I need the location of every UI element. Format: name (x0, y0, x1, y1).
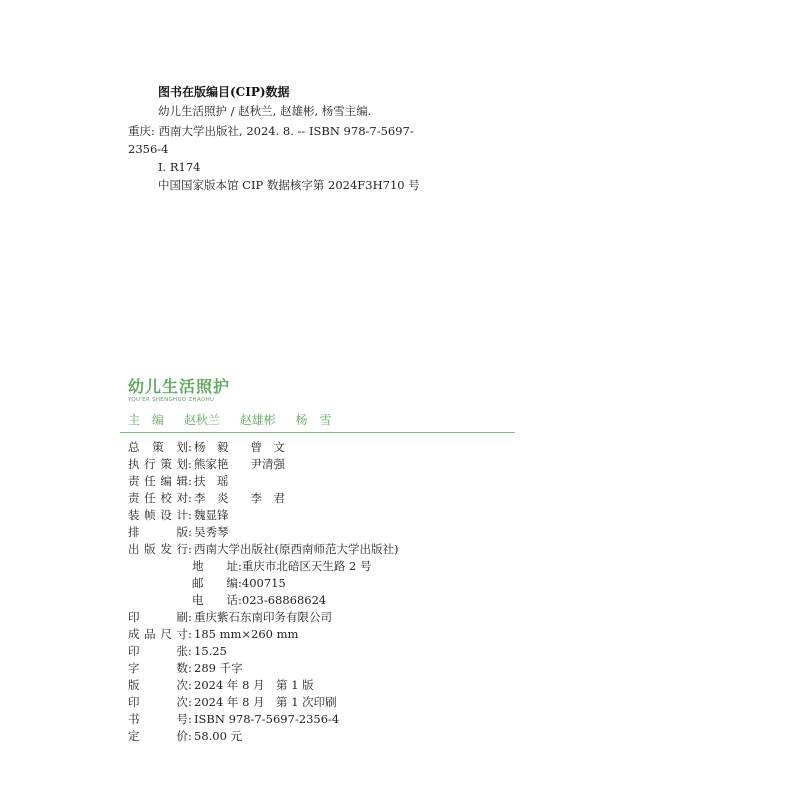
credit-row: 装帧设计: 魏显锋 (128, 508, 229, 522)
sub-value: 023-68868624 (241, 593, 327, 607)
credit-value: 吴秀琴 (194, 525, 229, 539)
cip-line-record-number: 中国国家版本馆 CIP 数据核字第 2024F3H710 号 (158, 178, 420, 192)
spec-value: 重庆紫石东南印务有限公司 (194, 610, 332, 624)
credit-row: 出版发行: 西南大学出版社(原西南师范大学出版社) (128, 542, 399, 556)
book-title-pinyin: YOU'ER SHENGHUO ZHAOHU (128, 397, 215, 403)
cip-line-isbn-cont: 2356-4 (128, 142, 169, 156)
editor-name: 赵秋兰 (183, 413, 220, 427)
credit-row: 责任编辑: 扶 瑶 (128, 474, 229, 488)
spec-row: 印 张: 15.25 (128, 644, 227, 658)
divider-rule (120, 432, 515, 433)
spec-label: 定 价 (128, 729, 188, 743)
editor-name: 杨 雪 (295, 413, 332, 427)
credit-row: 总 策 划: 杨 毅 曾 文 (128, 440, 285, 454)
credit-label: 装帧设计 (128, 508, 188, 522)
credit-value: 曾 文 (250, 440, 285, 454)
spec-row: 定 价: 58.00 元 (128, 729, 243, 743)
spec-row: 印 刷: 重庆紫石东南印务有限公司 (128, 610, 332, 624)
credit-label: 执行策划 (128, 457, 188, 471)
spec-value: 2024 年 8 月 第 1 次印刷 (194, 695, 337, 709)
book-title: 幼儿生活照护 (128, 377, 231, 396)
spec-row: 字 数: 289 千字 (128, 661, 243, 675)
credit-row: 责任校对: 李 炎 李 君 (128, 491, 285, 505)
publisher-address-row: 地 址:重庆市北碚区天生路 2 号 (192, 559, 372, 573)
spec-value: 58.00 元 (194, 729, 243, 743)
cip-heading: 图书在版编目(CIP)数据 (158, 85, 290, 99)
spec-label: 字 数 (128, 661, 188, 675)
spec-value: 15.25 (194, 644, 227, 658)
credit-value: 扶 瑶 (194, 474, 229, 488)
spec-label: 印 刷 (128, 610, 188, 624)
credit-value: 尹清强 (250, 457, 285, 471)
spec-value: 185 mm×260 mm (194, 627, 299, 641)
spec-row: 版 次: 2024 年 8 月 第 1 版 (128, 678, 314, 692)
credit-row: 执行策划: 熊家艳 尹清强 (128, 457, 285, 471)
spec-value: ISBN 978-7-5697-2356-4 (194, 712, 340, 726)
editors-line (128, 411, 348, 428)
spec-row: 书 号: ISBN 978-7-5697-2356-4 (128, 712, 340, 726)
credit-value: 杨 毅 (194, 440, 229, 454)
credit-label: 责任编辑 (128, 474, 188, 488)
credit-value: 魏显锋 (194, 508, 229, 522)
spec-row: 成品尺寸: 185 mm×260 mm (128, 627, 299, 641)
credit-row: 排 版: 吴秀琴 (128, 525, 229, 539)
spec-value: 2024 年 8 月 第 1 版 (194, 678, 314, 692)
spec-label: 版 次 (128, 678, 188, 692)
sub-value: 400715 (241, 576, 286, 590)
sub-label: 邮 编 (192, 576, 238, 590)
spec-label: 书 号 (128, 712, 188, 726)
cip-line-title: 幼儿生活照护 / 赵秋兰, 赵雄彬, 杨雪主编. (158, 104, 372, 118)
credit-label: 排 版 (128, 525, 188, 539)
sub-label: 地 址 (192, 559, 238, 573)
credit-value: 李 君 (250, 491, 285, 505)
credit-label: 总 策 划 (128, 440, 188, 454)
credit-value: 李 炎 (194, 491, 229, 505)
spec-label: 印 张 (128, 644, 188, 658)
sub-label: 电 话 (192, 593, 238, 607)
cip-line-publisher: 重庆: 西南大学出版社, 2024. 8. -- ISBN 978-7-5697- (128, 124, 414, 138)
credit-value: 熊家艳 (194, 457, 229, 471)
credit-label: 责任校对 (128, 491, 188, 505)
spec-label: 成品尺寸 (128, 627, 188, 641)
credit-value: 西南大学出版社(原西南师范大学出版社) (194, 542, 399, 556)
cip-line-classification: Ⅰ. R174 (158, 160, 201, 174)
publisher-phone-row: 电 话:023-68868624 (192, 593, 327, 607)
editors-label: 主 编 (128, 413, 165, 427)
spec-value: 289 千字 (194, 661, 243, 675)
spec-row: 印 次: 2024 年 8 月 第 1 次印刷 (128, 695, 337, 709)
publisher-postcode-row: 邮 编:400715 (192, 576, 286, 590)
credit-label: 出版发行 (128, 542, 188, 556)
sub-value: 重庆市北碚区天生路 2 号 (241, 559, 372, 573)
spec-label: 印 次 (128, 695, 188, 709)
editor-name: 赵雄彬 (239, 413, 276, 427)
